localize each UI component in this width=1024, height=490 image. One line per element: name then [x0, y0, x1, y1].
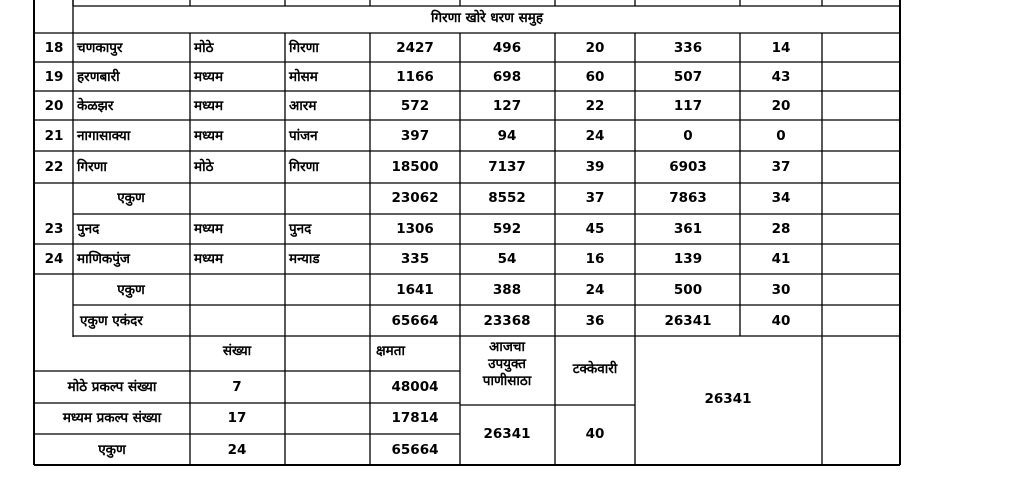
summary-storage-value: 26341	[483, 426, 531, 442]
capacity-value: 2427	[396, 40, 434, 56]
percent-value: 39	[585, 159, 605, 175]
prev-storage-value: 7863	[669, 190, 707, 206]
dam-name: गिरणा	[77, 159, 107, 175]
storage-value: 23368	[483, 313, 531, 329]
project-type: मध्यम	[194, 128, 224, 144]
project-type: मोठे	[194, 159, 214, 175]
summary-storage-header-3: पाणीसाठा	[482, 373, 532, 389]
percent-value: 37	[585, 190, 605, 206]
project-type: मध्यम	[194, 251, 224, 267]
river-name: मन्याड	[289, 251, 320, 267]
percent-value: 60	[585, 69, 605, 85]
prev-percent-value: 30	[771, 282, 791, 298]
prev-storage-value: 507	[673, 69, 703, 85]
storage-value: 127	[492, 98, 522, 114]
subtotal-label: एकुण	[117, 190, 145, 206]
storage-value: 592	[492, 221, 522, 237]
summary-storage-header-1: आजचा	[489, 339, 525, 355]
storage-value: 388	[492, 282, 522, 298]
project-type: मध्यम	[194, 221, 224, 237]
row-number: 19	[44, 69, 64, 85]
dam-name: चणकापुर	[77, 40, 123, 56]
prev-percent-value: 14	[771, 40, 791, 56]
dam-name: नागासाक्या	[77, 128, 131, 144]
row-number: 20	[44, 98, 64, 114]
prev-percent-value: 28	[771, 221, 791, 237]
project-type: मध्यम	[194, 69, 224, 85]
percent-value: 24	[585, 128, 605, 144]
capacity-value: 397	[400, 128, 430, 144]
percent-value: 16	[585, 251, 605, 267]
river-name: पांजन	[289, 128, 318, 144]
percent-value: 24	[585, 282, 605, 298]
row-number: 24	[44, 251, 64, 267]
subtotal-label: एकुण	[117, 282, 145, 298]
project-type: मोठे	[194, 40, 214, 56]
row-number: 23	[44, 221, 64, 237]
prev-percent-value: 41	[771, 251, 791, 267]
prev-percent-value: 34	[771, 190, 791, 206]
percent-value: 22	[585, 98, 605, 114]
prev-storage-value: 336	[673, 40, 703, 56]
summary-percent-value: 40	[585, 426, 605, 442]
project-type: मध्यम	[194, 98, 224, 114]
percent-value: 20	[585, 40, 605, 56]
capacity-value: 18500	[391, 159, 439, 175]
summary-merged-value: 26341	[704, 391, 752, 407]
summary-count-header: संख्या	[222, 343, 252, 359]
prev-percent-value: 43	[771, 69, 791, 85]
prev-storage-value: 0	[683, 128, 693, 144]
storage-value: 94	[497, 128, 517, 144]
percent-value: 45	[585, 221, 605, 237]
capacity-value: 335	[400, 251, 430, 267]
river-name: पुनद	[289, 221, 312, 237]
prev-storage-value: 6903	[669, 159, 707, 175]
capacity-value: 1641	[396, 282, 434, 298]
capacity-value: 65664	[391, 313, 439, 329]
capacity-value: 1166	[396, 69, 434, 85]
dam-name: पुनद	[77, 221, 100, 237]
capacity-value: 23062	[391, 190, 439, 206]
medium-projects-count: 17	[227, 410, 247, 426]
prev-percent-value: 37	[771, 159, 791, 175]
grand-total-label: एकुण एकंदर	[80, 313, 143, 329]
river-name: आरम	[289, 98, 317, 114]
storage-value: 7137	[488, 159, 526, 175]
big-projects-capacity: 48004	[391, 379, 439, 395]
storage-value: 54	[497, 251, 517, 267]
storage-value: 698	[492, 69, 522, 85]
river-name: मोसम	[289, 69, 318, 85]
summary-capacity-header: क्षमता	[376, 343, 405, 359]
big-projects-count: 7	[232, 379, 242, 395]
prev-percent-value: 20	[771, 98, 791, 114]
dam-name: हरणबारी	[77, 69, 120, 85]
medium-projects-label: मध्यम प्रकल्प संख्या	[62, 410, 162, 426]
total-projects-capacity: 65664	[391, 442, 439, 458]
medium-projects-capacity: 17814	[391, 410, 439, 426]
storage-value: 8552	[488, 190, 526, 206]
total-projects-count: 24	[227, 442, 247, 458]
storage-value: 496	[492, 40, 522, 56]
total-projects-label: एकुण	[98, 442, 126, 458]
prev-percent-value: 40	[771, 313, 791, 329]
summary-storage-header-2: उपयुक्त	[488, 356, 526, 372]
big-projects-label: मोठे प्रकल्प संख्या	[67, 379, 157, 395]
prev-storage-value: 117	[673, 98, 703, 114]
prev-storage-value: 361	[673, 221, 703, 237]
prev-percent-value: 0	[776, 128, 786, 144]
dam-name: माणिकपुंज	[77, 251, 130, 267]
prev-storage-value: 500	[673, 282, 703, 298]
row-number: 18	[44, 40, 64, 56]
river-name: गिरणा	[289, 40, 319, 56]
capacity-value: 1306	[396, 221, 434, 237]
group-title: गिरणा खोरे धरण समुह	[431, 10, 543, 26]
percent-value: 36	[585, 313, 605, 329]
row-number: 22	[44, 159, 64, 175]
summary-percent-header: टक्केवारी	[572, 361, 618, 377]
dam-name: केळझर	[77, 98, 114, 114]
row-number: 21	[44, 128, 64, 144]
prev-storage-value: 139	[673, 251, 703, 267]
capacity-value: 572	[400, 98, 430, 114]
prev-storage-value: 26341	[664, 313, 712, 329]
river-name: गिरणा	[289, 159, 319, 175]
